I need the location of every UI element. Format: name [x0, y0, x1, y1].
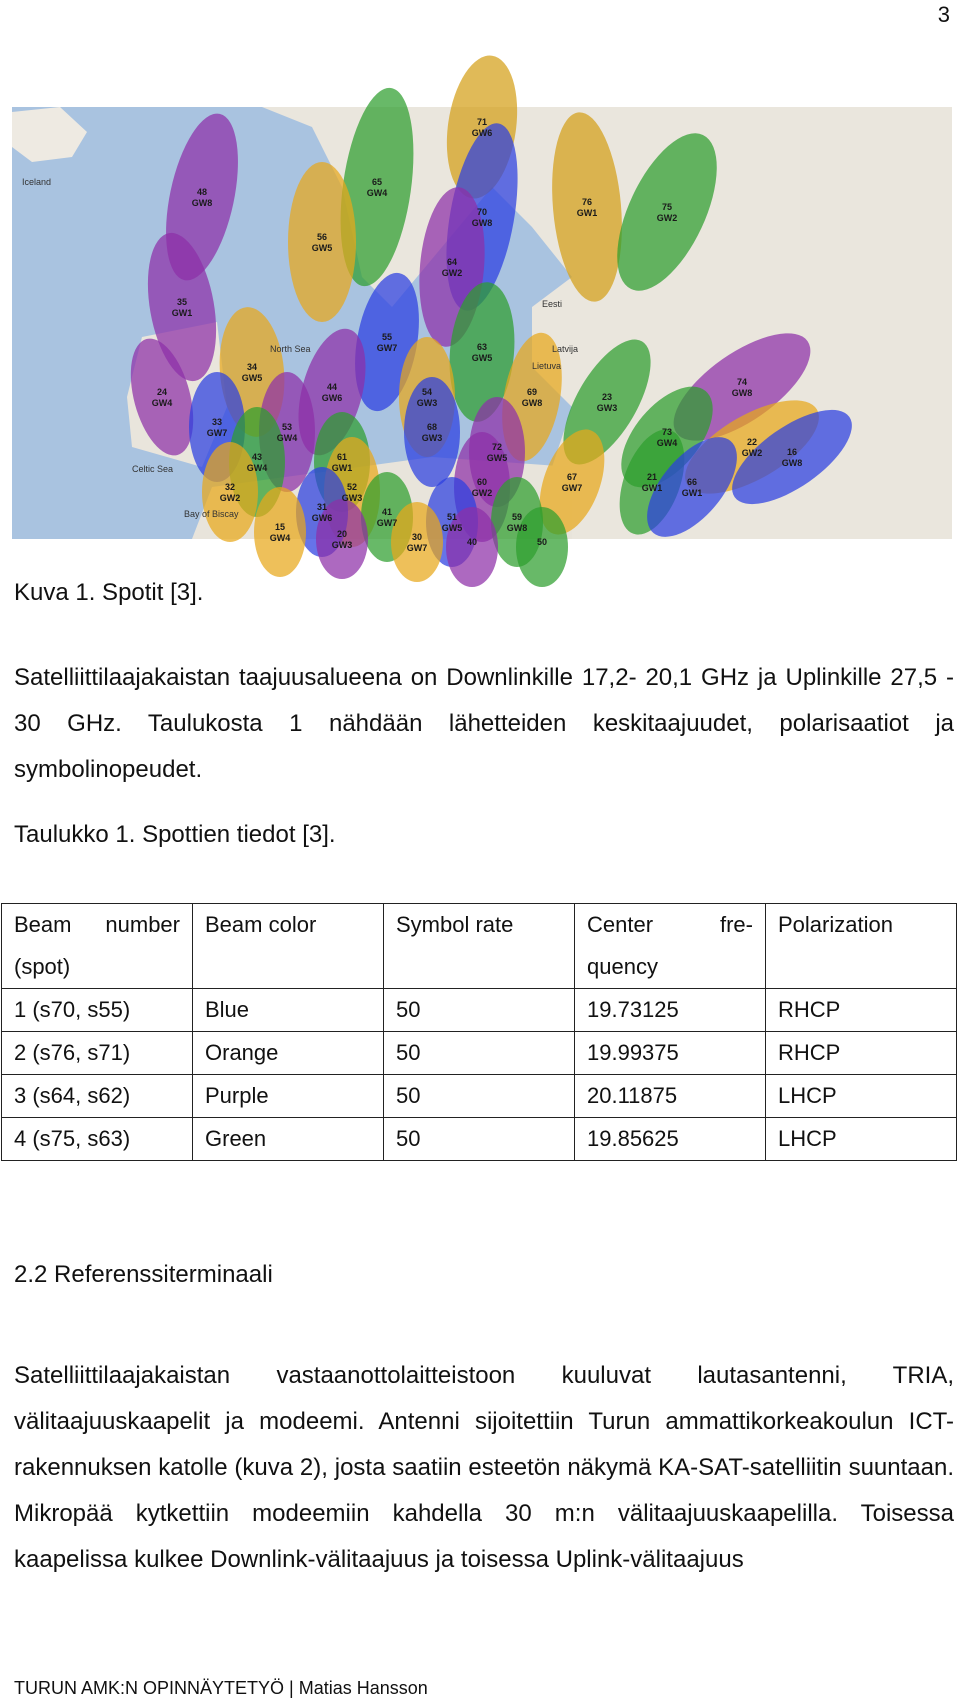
header-beam-number: Beam number (spot) — [2, 904, 193, 989]
beam-number-label: 68 — [426, 422, 438, 432]
beam-gateway-label: GW5 — [471, 353, 493, 363]
cell-center-frequency: 19.99375 — [575, 1032, 766, 1075]
beam-number-label: 30 — [411, 532, 423, 542]
beam-number-label: 31 — [316, 502, 328, 512]
beam-number-label: 73 — [661, 427, 673, 437]
beam-gateway-label: GW4 — [366, 188, 388, 198]
beam-gateway-label: GW8 — [781, 458, 803, 468]
beam-gateway-label: GW5 — [311, 243, 333, 253]
cell-center-frequency: 19.73125 — [575, 989, 766, 1032]
paragraph-bandwidth: Satelliittilaajakaistan taajuusalueena on Downlinkille 17,2- 20,1 GHz ja Uplinkille 27,5 - 30 GHz. Taulukosta 1 nähdään lähetteiden keskitaajuudet, polarisaatiot ja symbolinopeudet. — [14, 664, 954, 783]
beam-gateway-label: GW8 — [731, 388, 753, 398]
beam-gateway-label: GW8 — [506, 523, 528, 533]
beam-number-label: 54 — [421, 387, 433, 397]
beam-gateway-label: GW7 — [561, 483, 583, 493]
beam-number-label: 33 — [211, 417, 223, 427]
beam-gateway-label: GW5 — [441, 523, 463, 533]
beam-number-label: 70 — [476, 207, 488, 217]
beam-gateway-label: GW7 — [376, 518, 398, 528]
cell-polarization: LHCP — [766, 1118, 957, 1161]
beam-number-label: 51 — [446, 512, 458, 522]
beam-gateway-label: GW5 — [486, 453, 508, 463]
beam-gateway-label: GW3 — [331, 540, 353, 550]
beam-number-label: 66 — [686, 477, 698, 487]
beam-number-label: 69 — [526, 387, 538, 397]
beam-number-label: 48 — [196, 187, 208, 197]
beam-gateway-label: GW7 — [206, 428, 228, 438]
beam-gateway-label: GW3 — [341, 493, 363, 503]
beam-number-label: 43 — [251, 452, 263, 462]
beam-number-label: 40 — [466, 537, 478, 547]
cell-symbol-rate: 50 — [384, 1032, 575, 1075]
table-caption: Taulukko 1. Spottien tiedot [3]. — [14, 821, 336, 848]
beam-number-label: 53 — [281, 422, 293, 432]
map-label-lietuva: Lietuva — [532, 361, 562, 371]
beam-gateway-label: GW5 — [241, 373, 263, 383]
beam-gateway-label: GW1 — [171, 308, 193, 318]
table-row — [2, 1032, 957, 1075]
beam-gateway-label: GW3 — [596, 403, 618, 413]
cell-beam-number: 2 (s76, s71) — [2, 1032, 193, 1075]
beam-number-label: 34 — [246, 362, 258, 372]
beam-number-label: 76 — [581, 197, 593, 207]
beam-gateway-label: GW2 — [741, 448, 763, 458]
spot-beam-map — [12, 107, 952, 553]
beam-gateway-label: GW1 — [641, 483, 663, 493]
beam-number-label: 20 — [336, 529, 348, 539]
beam-number-label: 71 — [476, 117, 488, 127]
cell-beam-color: Purple — [193, 1075, 384, 1118]
map-label-celtic-sea: Celtic Sea — [132, 464, 174, 474]
beam-gateway-label: GW8 — [521, 398, 543, 408]
beam-number-label: 24 — [156, 387, 168, 397]
paragraph-reference-terminal: Satelliittilaajakaistan vastaanottolaitteistoon kuuluvat lautasantenni, TRIA, välitaajuuskaapelit ja modeemi. Antenni sijoitettiin Turun ammattikorkeakoulun ICT-rakennuksen katolle (kuva 2), josta saatiin esteetön näkymä KA-SAT-satelliitin suuntaan. Mikropää kytkettiin modeemiin kahdella 30 m:n välitaajuuskaapelilla. Toisessa kaapelissa kulkee Downlink-välitaajuus ja toisessa Uplink-välitaajuus — [14, 1362, 954, 1573]
spot-beam-15 — [254, 487, 306, 577]
beam-number-label: 75 — [661, 202, 673, 212]
beam-number-label: 15 — [274, 522, 286, 532]
table-header-row — [2, 904, 957, 989]
beam-number-label: 64 — [446, 257, 458, 267]
table-row — [2, 1118, 957, 1161]
beam-gateway-label: GW1 — [576, 208, 598, 218]
beam-number-label: 72 — [491, 442, 503, 452]
beam-number-label: 21 — [646, 472, 658, 482]
beam-gateway-label: GW8 — [191, 198, 213, 208]
map-label-latvija: Latvija — [552, 344, 579, 354]
map-label-north-sea: North Sea — [270, 344, 311, 354]
beam-number-label: 44 — [326, 382, 338, 392]
beam-number-label: 50 — [536, 537, 548, 547]
table-row — [2, 1075, 957, 1118]
cell-polarization: LHCP — [766, 1075, 957, 1118]
beam-gateway-label: GW3 — [416, 398, 438, 408]
beam-number-label: 59 — [511, 512, 523, 522]
spot-beam-50 — [516, 507, 568, 587]
figure-caption: Kuva 1. Spotit [3]. — [14, 579, 204, 606]
beam-gateway-label: GW4 — [151, 398, 173, 408]
spot-beam-32 — [202, 442, 258, 542]
page-footer: TURUN AMK:N OPINNÄYTETYÖ | Matias Hansson — [14, 1678, 428, 1698]
cell-beam-color: Blue — [193, 989, 384, 1032]
header-polarization: Polarization — [766, 904, 957, 989]
beam-number-label: 65 — [371, 177, 383, 187]
beam-number-label: 56 — [316, 232, 328, 242]
beam-gateway-label: GW7 — [406, 543, 428, 553]
beam-number-label: 61 — [336, 452, 348, 462]
beam-number-label: 60 — [476, 477, 488, 487]
cell-center-frequency: 19.85625 — [575, 1118, 766, 1161]
beam-number-label: 16 — [786, 447, 798, 457]
section-heading: 2.2 Referenssiterminaali — [14, 1261, 273, 1288]
cell-beam-number: 3 (s64, s62) — [2, 1075, 193, 1118]
cell-symbol-rate: 50 — [384, 1118, 575, 1161]
beam-gateway-label: GW3 — [421, 433, 443, 443]
beam-number-label: 35 — [176, 297, 188, 307]
beam-number-label: 23 — [601, 392, 613, 402]
beam-gateway-label: GW4 — [276, 433, 298, 443]
beam-gateway-label: GW4 — [246, 463, 268, 473]
header-center-frequency: Center fre- quency — [575, 904, 766, 989]
cell-beam-color: Green — [193, 1118, 384, 1161]
beam-gateway-label: GW2 — [219, 493, 241, 503]
beam-gateway-label: GW4 — [656, 438, 678, 448]
cell-symbol-rate: 50 — [384, 989, 575, 1032]
beam-gateway-label: GW2 — [441, 268, 463, 278]
beam-gateway-label: GW6 — [471, 128, 493, 138]
cell-symbol-rate: 50 — [384, 1075, 575, 1118]
beam-number-label: 52 — [346, 482, 358, 492]
header-beam-color: Beam color — [193, 904, 384, 989]
beam-number-label: 55 — [381, 332, 393, 342]
beam-gateway-label: GW6 — [311, 513, 333, 523]
beam-number-label: 22 — [746, 437, 758, 447]
cell-center-frequency: 20.11875 — [575, 1075, 766, 1118]
map-label-eesti: Eesti — [542, 299, 563, 309]
spot-beam-56 — [288, 162, 356, 322]
map-label-bay-of-biscay: Bay of Biscay — [184, 509, 239, 519]
beam-gateway-label: GW1 — [681, 488, 703, 498]
map-svg — [12, 107, 952, 553]
spot-info-table — [1, 903, 957, 1161]
page-number: 3 — [937, 2, 950, 27]
beam-number-label: 67 — [566, 472, 578, 482]
cell-beam-color: Orange — [193, 1032, 384, 1075]
map-label-iceland: Iceland — [22, 177, 52, 187]
cell-beam-number: 4 (s75, s63) — [2, 1118, 193, 1161]
beam-number-label: 74 — [736, 377, 748, 387]
beam-gateway-label: GW7 — [376, 343, 398, 353]
beam-gateway-label: GW2 — [471, 488, 493, 498]
cell-beam-number: 1 (s70, s55) — [2, 989, 193, 1032]
beam-gateway-label: GW6 — [321, 393, 343, 403]
cell-polarization: RHCP — [766, 989, 957, 1032]
beam-number-label: 41 — [381, 507, 393, 517]
beam-gateway-label: GW2 — [656, 213, 678, 223]
header-symbol-rate: Symbol rate — [384, 904, 575, 989]
beam-number-label: 32 — [224, 482, 236, 492]
beam-gateway-label: GW1 — [331, 463, 353, 473]
beam-gateway-label: GW8 — [471, 218, 493, 228]
table-row — [2, 989, 957, 1032]
cell-polarization: RHCP — [766, 1032, 957, 1075]
beam-gateway-label: GW4 — [269, 533, 291, 543]
spot-beam-30 — [391, 502, 443, 582]
beam-number-label: 63 — [476, 342, 488, 352]
